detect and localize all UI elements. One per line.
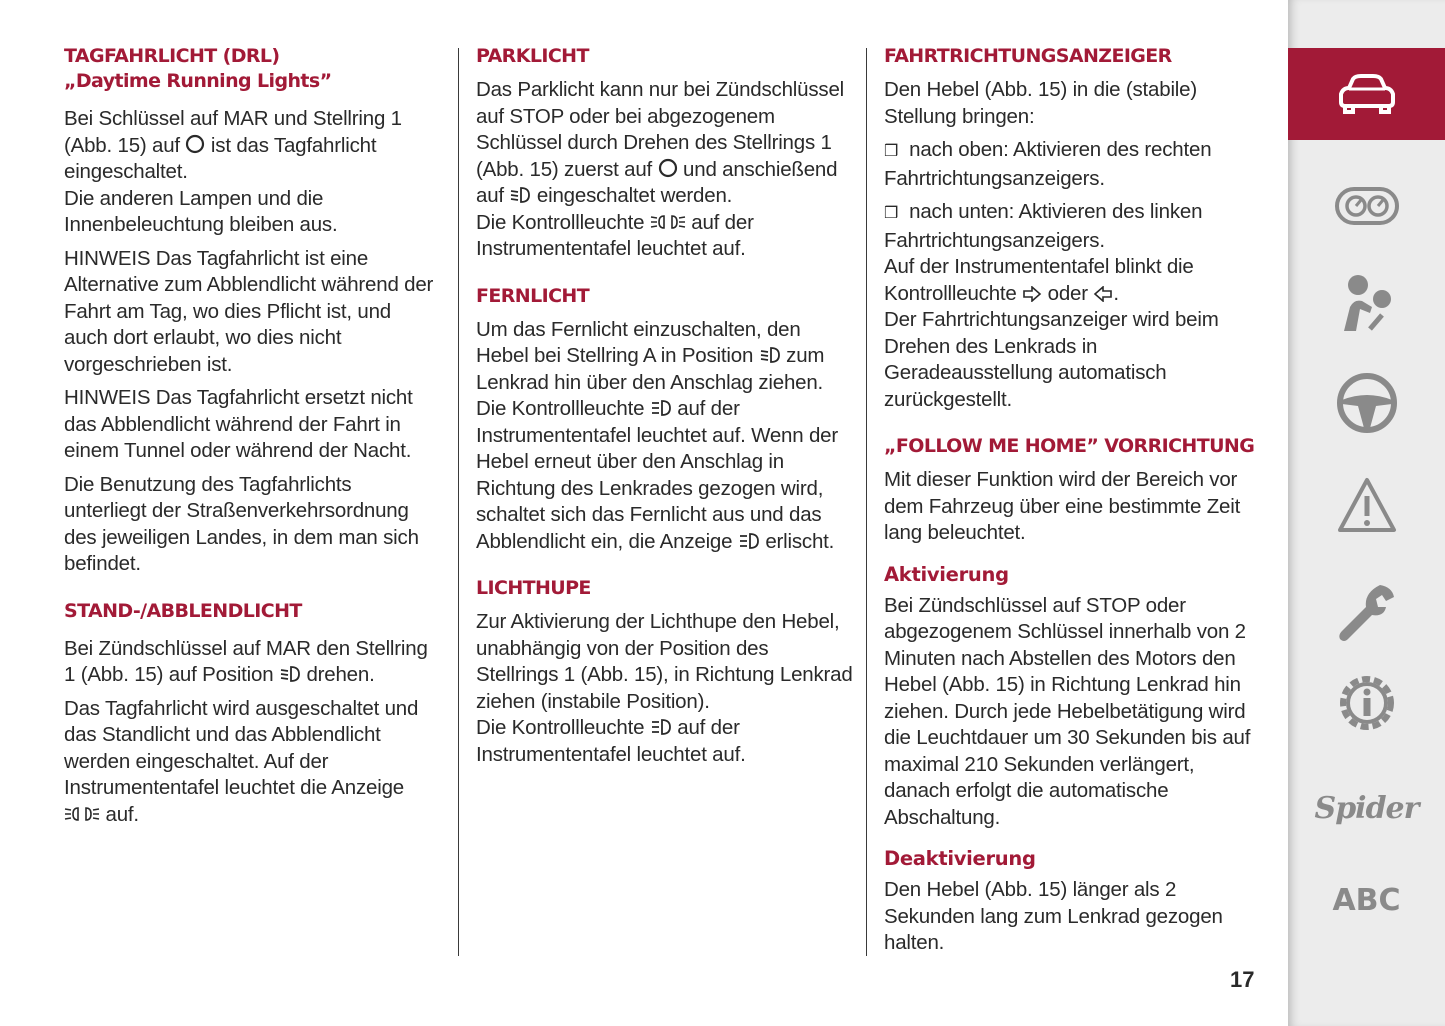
drl-note-2: HINWEIS Das Tagfahrlicht ersetzt nicht das Abblendlicht während der Fahrt in einem Tunnel oder während der Nacht. bbox=[64, 386, 413, 462]
high-beam-icon bbox=[738, 532, 760, 550]
fahrt-heading: FAHRTRICHTUNGSANZEIGER bbox=[884, 45, 1172, 67]
wrench-icon bbox=[1336, 581, 1398, 647]
index-label: ABC bbox=[1332, 882, 1401, 918]
ring-off-icon bbox=[658, 158, 678, 178]
follow-heading: „FOLLOW ME HOME” VORRICHTUNG bbox=[884, 435, 1255, 457]
low-beam-icon bbox=[509, 186, 531, 204]
hupe-paragraph: Zur Aktivierung der Lichthupe den Hebel, unabhängig von der Position des Stellrings 1 (Abb. 15), in Richtung Lenkrad ziehen (instabile Position). Die Kontrollleuchte auf der Instrumententafel leuchtet auf. bbox=[476, 610, 853, 766]
deaktivierung-heading: Deaktivierung bbox=[884, 847, 1036, 870]
fern-heading: FERNLICHT bbox=[476, 284, 590, 307]
fahrt-bullet-1: ❒ nach oben: Aktivieren des rechten Fahrtrichtungsanzeigers. bbox=[884, 138, 1212, 190]
spider-logo: Spider bbox=[1314, 790, 1419, 826]
airbag-person-icon bbox=[1336, 271, 1398, 335]
drl-paragraph-4: Die Benutzung des Tagfahrlichts unterliegt der Straßenverkehrsordnung des jeweiligen Landes, in dem man sich befindet. bbox=[64, 472, 419, 575]
fahrt-paragraph-1: Den Hebel (Abb. 15) in die (stabile) Stellung bringen: bbox=[884, 78, 1197, 128]
nav-car[interactable] bbox=[1288, 48, 1445, 140]
steering-wheel-icon bbox=[1336, 372, 1398, 434]
nav-emergency[interactable] bbox=[1288, 470, 1445, 540]
car-icon bbox=[1335, 72, 1399, 116]
fahrt-paragraph-2: Auf der Instrumententafel blinkt die Kontrollleuchte oder . bbox=[884, 255, 1194, 305]
side-lights-icon bbox=[64, 805, 100, 823]
column-1 bbox=[64, 44, 439, 835]
bullet-icon: ❒ bbox=[884, 143, 899, 160]
aktivierung-paragraph: Bei Zündschlüssel auf STOP oder abgezogenem Schlüssel innerhalb von 2 Minuten nach Abstellen des Motors den Hebel (Abb. 15) in Richtung Lenkrad hin ziehen. Durch jede Hebelbetätigung wird die Leuchtdauer um 30 Sekunden bis auf maximal 210 Sekunden verlängert, danach erfolgt die automatische Abschaltung. bbox=[884, 593, 1251, 829]
arrow-right-icon bbox=[1022, 286, 1042, 302]
ring-off-icon bbox=[185, 134, 205, 154]
low-beam-icon bbox=[279, 665, 301, 683]
nav-index[interactable] bbox=[1288, 872, 1445, 928]
nav-instruments[interactable] bbox=[1288, 178, 1445, 234]
dashboard-icon bbox=[1334, 186, 1400, 226]
nav-multimedia[interactable] bbox=[1288, 780, 1445, 836]
park-heading: PARKLICHT bbox=[476, 45, 589, 67]
drl-heading: TAGFAHRLICHT (DRL) bbox=[64, 45, 280, 67]
low-beam-icon bbox=[759, 346, 781, 364]
bullet-icon: ❒ bbox=[884, 205, 899, 222]
high-beam-icon bbox=[650, 718, 672, 736]
column-divider bbox=[866, 48, 867, 956]
aktivierung-heading: Aktivierung bbox=[884, 562, 1009, 586]
stand-paragraph-2: Das Tagfahrlicht wird ausgeschaltet und das Standlicht und das Abblendlicht werden eingeschaltet. Auf der Instrumententafel leuchtet die Anzeige auf. bbox=[64, 696, 419, 826]
chapter-sidebar bbox=[1288, 0, 1445, 1026]
stand-heading: STAND-/ABBLENDLICHT bbox=[64, 599, 302, 622]
fahrt-paragraph-3: Der Fahrtrichtungsanzeiger wird beim Drehen des Lenkrads in Geradeausstellung automatisch zurückgestellt. bbox=[884, 308, 1219, 411]
stand-paragraph-1: Bei Zündschlüssel auf MAR den Stellring 1 (Abb. 15) auf Position drehen. bbox=[64, 636, 428, 686]
page-number: 17 bbox=[1230, 967, 1255, 992]
follow-paragraph: Mit dieser Funktion wird der Bereich vor dem Fahrzeug über eine bestimmte Zeit lang beleuchtet. bbox=[884, 468, 1241, 544]
deaktivierung-paragraph: Den Hebel (Abb. 15) länger als 2 Sekunden lang zum Lenkrad gezogen halten. bbox=[884, 878, 1223, 954]
drl-subheading: „Daytime Running Lights” bbox=[64, 70, 332, 92]
fahrt-bullet-2: ❒ nach unten: Aktivieren des linken Fahrtrichtungsanzeigers. bbox=[884, 200, 1203, 252]
park-paragraph: Das Parklicht kann nur bei Zündschlüssel auf STOP oder bei abgezogenem Schlüssel durch Drehen des Stellrings 1 (Abb. 15) zuerst auf und anschießend auf eingeschaltet werden. Die Kontrollleuchte auf der Instrumententafel leuchtet auf. bbox=[476, 78, 845, 260]
fern-paragraph: Um das Fernlicht einzuschalten, den Hebel bei Stellring A in Position zum Lenkrad hin über den Anschlag ziehen. Die Kontrollleuchte auf der Instrumententafel leuchtet auf. Wenn der Hebel erneut über den Anschlag in Richtung des Lenkrades gezogen wird, schaltet sich das Fernlicht aus und das Abblendlicht ein, die Anzeige erlischt. bbox=[476, 317, 838, 553]
high-beam-icon bbox=[650, 399, 672, 417]
nav-maintenance[interactable] bbox=[1288, 578, 1445, 650]
column-3 bbox=[884, 44, 1264, 964]
nav-safety[interactable] bbox=[1288, 268, 1445, 338]
info-gear-icon bbox=[1334, 670, 1400, 736]
drl-note-1: HINWEIS Das Tagfahrlicht ist eine Alternative zum Abblendlicht während der Fahrt am Tag, wo dies Pflicht ist, und auch dort erlaubt, wo dies nicht vorgeschrieben ist. bbox=[64, 246, 434, 376]
arrow-left-icon bbox=[1093, 286, 1113, 302]
warning-triangle-icon bbox=[1336, 476, 1398, 534]
drl-paragraph-1: Bei Schlüssel auf MAR und Stellring 1 (Abb. 15) auf ist das Tagfahrlicht eingeschaltet. Die anderen Lampen und die Innenbeleuchtung bleiben aus. bbox=[64, 107, 402, 236]
column-divider bbox=[458, 48, 459, 956]
hupe-heading: LICHTHUPE bbox=[476, 577, 591, 599]
column-2 bbox=[476, 44, 854, 775]
nav-driving[interactable] bbox=[1288, 368, 1445, 438]
nav-technical-data[interactable] bbox=[1288, 666, 1445, 740]
side-lights-icon bbox=[650, 213, 686, 231]
